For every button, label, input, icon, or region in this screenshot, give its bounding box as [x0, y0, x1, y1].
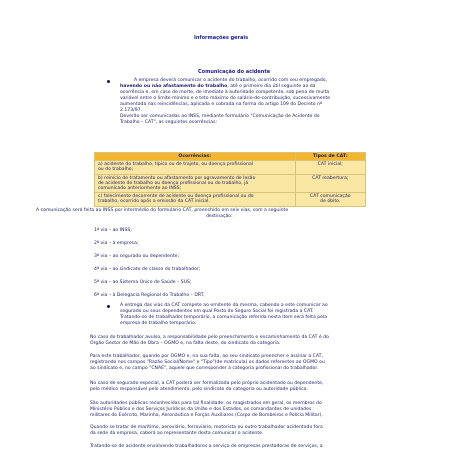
occurrence-table — [94, 152, 366, 207]
table-row — [95, 193, 366, 206]
bullet-dot — [107, 80, 110, 83]
delivery-line: empresa de trabalho temporário. — [120, 321, 197, 326]
cell-line: a) acidente do trabalho, típico ou de trajeto, ou doença profissional — [98, 162, 254, 168]
paragraph-line: da sede da empresa, caberá ao representante desta comunicar o acidente. — [90, 431, 264, 436]
paragraph-line: Ministério Público e dos Serviços Jurídicos da União e dos Estados, os comandantes de unidades — [90, 407, 312, 412]
table-cell-cat-type — [295, 193, 365, 206]
cell-line: trabalho, ocorrido após a emissão da CAT inicial. — [98, 199, 210, 205]
list-item: 1ª via – ao INSS; — [94, 228, 132, 233]
paragraph-line: Órgão Gestor de Mão de Obra – OGMO e, na falta deste, do sindicato da categoria. — [90, 341, 281, 346]
intro-line: aumentada nas reincidências, aplicada e cobrada na forma do artigo 109 do Decreto nº — [120, 102, 323, 107]
cell-line: CAT comunicação — [309, 194, 351, 200]
list-item: 3ª via – ao segurado ou dependente; — [94, 254, 180, 259]
paragraph-line: Para este trabalhador, quando por OGMO e, na sua falta, ao seu sindicato preencher e assinar a CAT, — [90, 354, 323, 359]
paragraph-line: ao sindicato e, no campo "CNAE", aquele que corresponder à categoria profissional do trabalhador. — [90, 366, 319, 371]
bullet-dot — [107, 305, 110, 308]
table-header-row — [95, 153, 366, 161]
paragraph-line: No caso do trabalhador avulso, a responsabilidade pelo preenchimento e encaminhamento da CAT é do — [90, 335, 329, 340]
six-copies-line: A comunicação será feita ao INSS por intermédio do formulário CAT, preenchido em seis vias, com a seguinte — [36, 208, 289, 213]
paragraph-line: No caso de segurado especial, a CAT poderá ser formalizada pelo próprio acidentado ou dependente, — [90, 381, 324, 386]
list-item: 6ª via – à Delegacia Regional do Trabalho – DRT. — [94, 293, 205, 298]
six-copies-line: destinação: — [206, 214, 233, 219]
cell-line: de acidente do trabalho ou doença profissional ou do trabalho, já — [98, 180, 249, 186]
intro-bold-phrase: havendo ou não afastamento do trabalho — [120, 84, 228, 89]
list-item: 5ª via – ao Sistema Único de Saúde – SUS; — [94, 280, 192, 285]
cell-line: de óbito. — [320, 199, 341, 205]
table-cell-occurrence — [95, 161, 296, 174]
page-title: Informações gerais — [194, 35, 249, 41]
paragraph-line: militares do Exército, Marinha, Aeronáutica e Forças Auxiliares (Corpo de Bombeiros e Polícia Militar). — [90, 413, 323, 418]
delivery-line: segurado ou seus dependentes em qual Posto do Seguro Social foi registrada a CAT. — [120, 309, 314, 314]
table-cell-cat-type — [295, 161, 365, 174]
cell-line: CAT inicial; — [317, 162, 343, 168]
intro-line: ocorrência e, em caso de morte, de imediato à autoridade competente, sob pena de multa — [120, 90, 330, 95]
cell-line: comunicado anteriormente ao INSS; — [98, 186, 182, 192]
table-header-occurrences: Ocorrências: — [95, 153, 296, 161]
section-title: Comunicação do acidente — [198, 69, 271, 75]
paragraph-line: Tratando-se de acidente envolvendo trabalhadores a serviço de empresas prestadoras de serviços, a — [90, 444, 323, 449]
paragraph-line: registrando nos campos "Razão Social/Nome" e "Tipo"(de matrícula) os dados referentes ao OGMO ou — [90, 360, 325, 365]
cell-line: ou do trabalho; — [98, 167, 134, 173]
table-cell-occurrence — [95, 174, 296, 193]
table-cell-cat-type — [295, 174, 365, 193]
cell-line: c) falecimento decorrente de acidente ou doença profissional ou do — [98, 194, 254, 200]
table-cell-occurrence — [95, 193, 296, 206]
table-row — [95, 174, 366, 193]
list-item: 4ª via – ao sindicato de classe do trabalhador; — [94, 267, 201, 272]
list-item: 2ª via – à empresa; — [94, 241, 139, 246]
intro-line: A empresa deverá comunicar o acidente do trabalho, ocorrido com seu empregado, — [134, 78, 328, 83]
cell-line: b) reinício de tratamento ou afastamento por agravamento de lesão — [98, 175, 256, 181]
intro-rest: , até o primeiro dia útil seguinte ao da — [227, 84, 316, 89]
paragraph-line: Quando se tratar de marítimo, aeroviário, ferroviário, motorista ou outro trabalhador acidentado fora — [90, 425, 323, 430]
cell-line: CAT reabertura; — [312, 175, 349, 181]
table-header-cat-types: Tipos de CAT: — [295, 153, 365, 161]
intro-line — [120, 84, 315, 89]
table-row — [95, 161, 366, 174]
delivery-line: A entrega das vias da CAT compete ao emitente da mesma, cabendo a este comunicar ao — [120, 303, 328, 308]
paragraph-line: São autoridades públicas reconhecidas para tal finalidade: os magistrados em geral, os membros do — [90, 401, 322, 406]
intro-line: Trabalho – CAT", as seguintes ocorrências: — [120, 120, 218, 125]
paragraph-line: pelo médico responsável pelo atendimento, pelo sindicato da categoria ou autoridade pública. — [90, 387, 308, 392]
intro-line: Deverão ser comunicadas ao INSS, mediante formulário "Comunicação de Acidente do — [120, 114, 320, 119]
intro-line: variável entre o limite mínimo e o teto máximo do salário-de-contribuição, sucessivamente — [120, 96, 331, 101]
intro-line: 2.173/97. — [120, 108, 143, 113]
delivery-line: Tratando-se de trabalhador temporário, a comunicação referida nesta item será feita pela — [120, 315, 328, 320]
